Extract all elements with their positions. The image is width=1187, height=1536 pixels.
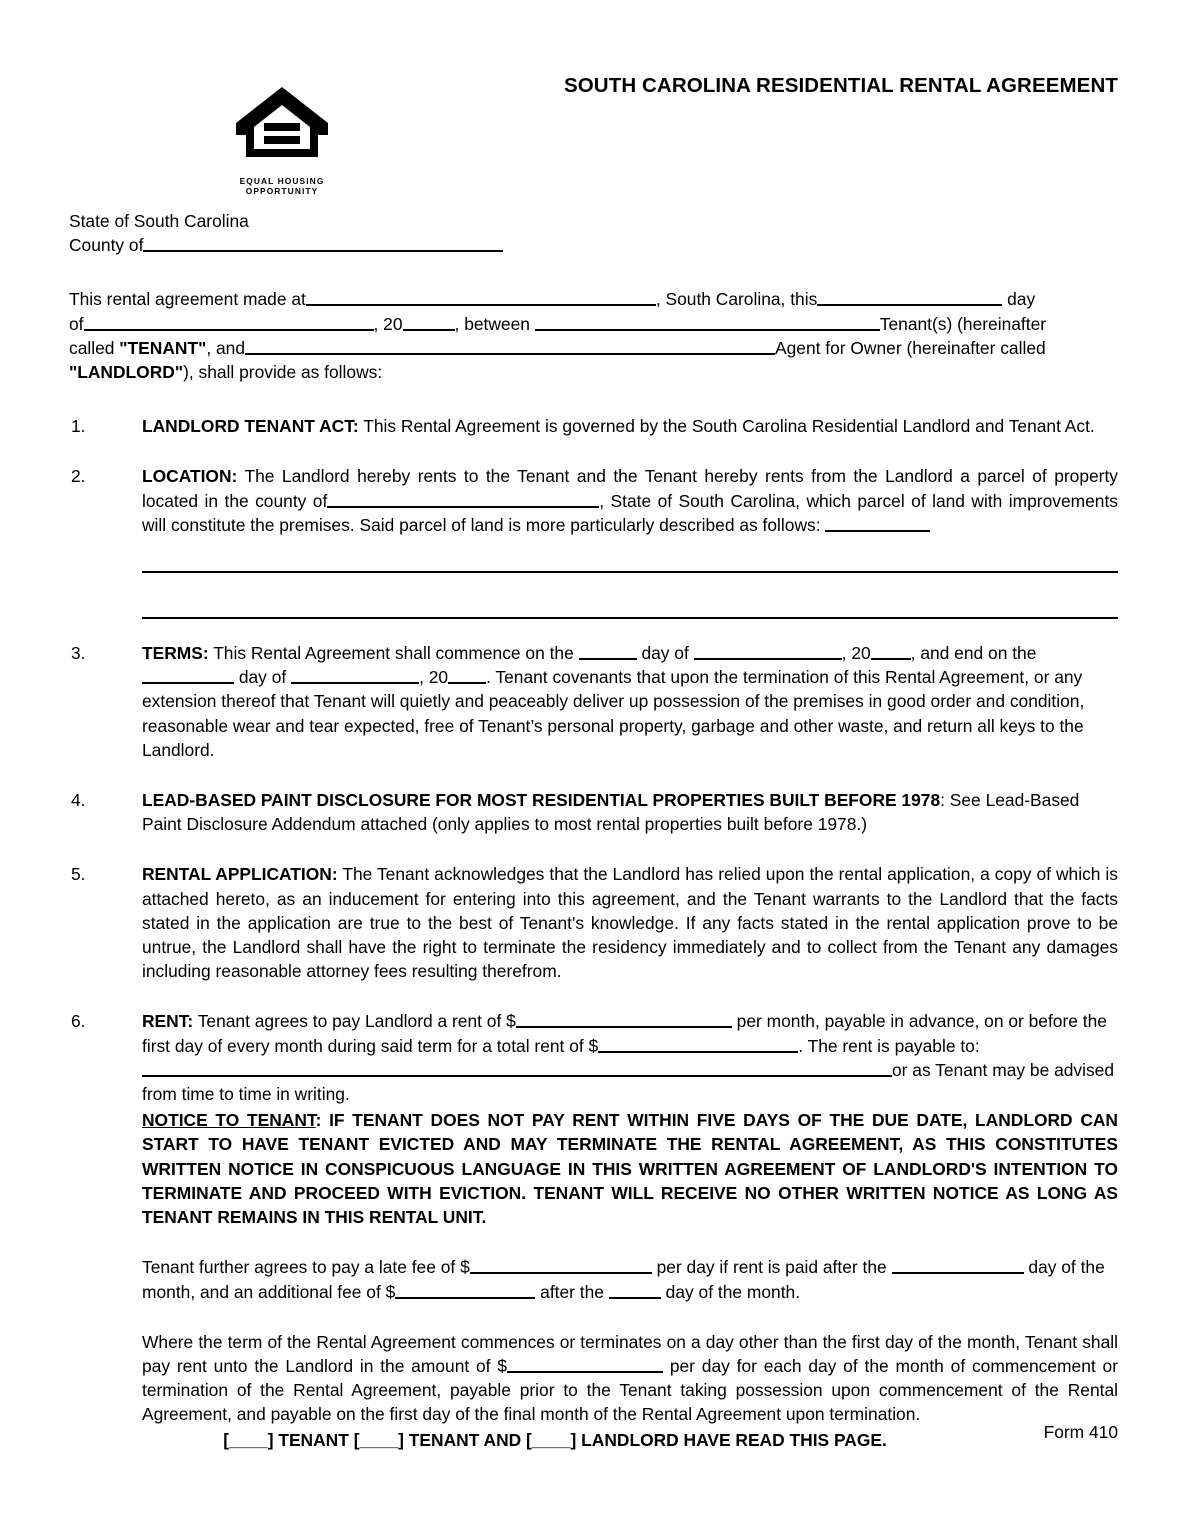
clause-3-text-6: , 20 — [419, 667, 449, 688]
description-blank-inline[interactable] — [825, 513, 930, 532]
clause-3-terms — [69, 641, 1118, 762]
late-fee-text-5: day of the month. — [665, 1281, 801, 1302]
description-rule-row-1 — [69, 537, 1118, 583]
proration-text-2: per day for each day of the month of commencement or termination of the Rental Agreement, payable prior to the Tenant taking possession upon commencement of the Rental Agreement, and payable on the first day of the final month of the Rental Agreement upon termination. — [142, 1355, 1118, 1425]
clause-5-rental-application — [69, 862, 1118, 983]
clause-6-body — [142, 1009, 1118, 1106]
intro-text-5: , 20 — [373, 313, 403, 334]
logo-text-line1: EQUAL HOUSING — [239, 176, 325, 186]
landlord-initial-box[interactable]: [____] — [526, 1429, 577, 1450]
agreement-intro — [69, 287, 1118, 384]
end-day-blank[interactable] — [142, 665, 234, 684]
commence-month-blank[interactable] — [694, 641, 842, 660]
clause-4-body — [142, 788, 1118, 836]
agent-name-blank[interactable] — [245, 336, 775, 355]
clause-3-text-3: , 20 — [841, 643, 871, 664]
notice-to-tenant-text: : IF TENANT DOES NOT PAY RENT WITHIN FIVE DAYS OF THE DUE DATE, LANDLORD CAN START TO HAVE TENANT EVICTED AND MAY TERMINATE THE RENTAL AGREEMENT, AS THIS CONSTITUTES WRITTEN NOTICE IN CONSPICUOUS LANGUAGE IN THIS WRITTEN AGREEMENT OF LANDLORD'S INTENTION TO TERMINATE AND PROCEED WITH EVICTION. TENANT WILL RECEIVE NO OTHER WRITTEN NOTICE AS LONG AS TENANT REMAINS IN THIS RENTAL UNIT. — [142, 1110, 1118, 1228]
clause-5-heading: RENTAL APPLICATION: — [142, 864, 338, 885]
clause-3-text-1: This Rental Agreement shall commence on the — [208, 643, 574, 664]
landlord-defined-term: "LANDLORD" — [69, 362, 184, 383]
proration-text-1: Where the term of the Rental Agreement commences or terminates on a day other than the first day of the month, Tenant shall pay rent unto the Landlord in the amount of $ — [142, 1331, 1118, 1376]
late-fee-amount-blank[interactable] — [470, 1255, 652, 1274]
daily-rent-blank[interactable] — [507, 1354, 663, 1373]
day-blank[interactable] — [817, 287, 1002, 306]
read-line-text-1: TENANT — [273, 1429, 354, 1450]
clause-2-body — [142, 464, 1118, 537]
notice-to-tenant — [69, 1108, 1118, 1229]
intro-text-13: ), shall provide as follows: — [183, 362, 383, 383]
clause-1-landlord-tenant-act — [69, 414, 1118, 438]
read-line-text-3: LANDLORD HAVE READ THIS PAGE. — [576, 1429, 887, 1450]
intro-text-8: called — [69, 337, 115, 358]
clause-5-number: 5. — [71, 864, 86, 885]
clause-6-text-3: . The rent is payable to: — [798, 1035, 980, 1056]
additional-fee-day-blank[interactable] — [609, 1280, 661, 1299]
clause-2-text-1: The Landlord hereby rents to the Tenant and the Tenant hereby rents from the Landlord a parcel of property located in the county of — [142, 466, 1118, 511]
intro-text-2: , South Carolina, this — [655, 289, 818, 310]
intro-text-4: of — [69, 313, 84, 334]
county-line — [69, 233, 1118, 257]
clause-4-text: : See Lead-Based Paint Disclosure Addendum attached (only applies to most rental properties built before 1978.) — [142, 790, 1080, 835]
clause-3-text-5: day of — [238, 667, 287, 688]
tenant-name-blank[interactable] — [535, 312, 880, 331]
late-fee-paragraph — [69, 1255, 1118, 1303]
clause-6-rent — [69, 1009, 1118, 1106]
late-fee-text-3: day of the month, and an additional fee of $ — [142, 1257, 1105, 1302]
commence-year-blank[interactable] — [871, 641, 911, 660]
intro-text-7: Tenant(s) (hereinafter — [879, 313, 1047, 334]
late-fee-text-1: Tenant further agrees to pay a late fee of $ — [142, 1257, 470, 1278]
clause-6-text-1: Tenant agrees to pay Landlord a rent of $ — [193, 1011, 516, 1032]
total-rent-blank[interactable] — [598, 1034, 798, 1053]
county-of-property-blank[interactable] — [327, 489, 599, 508]
clause-1-text: This Rental Agreement is governed by the South Carolina Residential Landlord and Tenant Act. — [358, 416, 1095, 437]
clause-3-number: 3. — [71, 643, 86, 664]
intro-text-11: Agent for Owner (hereinafter called — [775, 337, 1046, 358]
description-rule-2[interactable] — [142, 617, 1118, 619]
page-title: SOUTH CAROLINA RESIDENTIAL RENTAL AGREEMENT — [563, 74, 1118, 97]
end-month-blank[interactable] — [291, 665, 419, 684]
county-blank[interactable] — [143, 233, 503, 252]
description-rule-row-2 — [69, 583, 1118, 629]
intro-text-10: , and — [206, 337, 245, 358]
read-line-text-2: TENANT AND — [403, 1429, 527, 1450]
clause-2-location — [69, 464, 1118, 537]
clause-2-heading: LOCATION: — [142, 466, 238, 487]
commence-day-blank[interactable] — [579, 641, 637, 660]
logo-text-line2: OPPORTUNITY — [245, 186, 319, 196]
clause-2-number: 2. — [71, 466, 86, 487]
notice-to-tenant-label: NOTICE TO TENANT — [142, 1110, 316, 1131]
intro-text-6: , between — [454, 313, 530, 334]
tenant-defined-term: "TENANT" — [119, 337, 207, 358]
payable-to-blank[interactable] — [142, 1058, 892, 1077]
intro-text-3: day — [1007, 289, 1036, 310]
additional-fee-amount-blank[interactable] — [395, 1280, 535, 1299]
end-year-blank[interactable] — [448, 665, 486, 684]
clause-4-heading: LEAD-BASED PAINT DISCLOSURE FOR MOST RESIDENTIAL PROPERTIES BUILT BEFORE 1978 — [142, 790, 941, 811]
document-body — [69, 209, 1118, 1452]
document-header — [0, 0, 1187, 200]
monthly-rent-blank[interactable] — [516, 1009, 732, 1028]
late-fee-day-blank[interactable] — [892, 1255, 1024, 1274]
proration-paragraph — [69, 1330, 1118, 1427]
county-label: County of — [69, 235, 144, 256]
clause-6-text-2: per month, payable in advance, on or before the first day of every month during said term for a total rent of $ — [142, 1011, 1107, 1056]
clause-3-body — [142, 641, 1118, 762]
clause-3-text-4: , and end on the — [910, 643, 1037, 664]
clause-5-body — [142, 862, 1118, 983]
clause-3-heading: TERMS: — [142, 643, 209, 664]
month-blank[interactable] — [84, 312, 374, 331]
late-fee-text-4: after the — [540, 1281, 604, 1302]
clause-6-heading: RENT: — [142, 1011, 194, 1032]
tenant-initial-box-2[interactable]: [____] — [353, 1429, 404, 1450]
year-blank[interactable] — [403, 312, 455, 331]
clause-3-text-2: day of — [641, 643, 689, 664]
clause-3-text-7: . Tenant covenants that upon the termination of this Rental Agreement, or any extension thereof that Tenant will quietly and peaceably deliver up possession of the premises in good order and condition, reasonable wear and tear expected, free of Tenant’s personal property, garbage and other waste, and return all keys to the Landlord. — [142, 667, 1085, 760]
intro-text-1: This rental agreement made at — [69, 289, 306, 310]
clause-4-lead-paint — [69, 788, 1118, 836]
clause-6-text-4: or as Tenant may be advised from time to time in writing. — [142, 1059, 1115, 1105]
clause-6-number: 6. — [71, 1011, 86, 1032]
made-at-blank[interactable] — [306, 287, 656, 306]
state-line: State of South Carolina — [69, 211, 249, 231]
clause-5-text: The Tenant acknowledges that the Landlord has relied upon the rental application, a copy of which is attached hereto, as an inducement for entering into this agreement, and the Tenant warrants to the Landlord that the facts stated in the application are true to the best of Tenant's knowledge. If any facts stated in the rental application prove to be untrue, the Landlord shall have the right to terminate the residency immediately and to collect from the Tenant any damages including reasonable attorney fees resulting therefrom. — [142, 864, 1118, 982]
clause-4-number: 4. — [71, 790, 86, 811]
tenant-initial-box-1[interactable]: [____] — [223, 1429, 274, 1450]
clause-1-number: 1. — [71, 416, 86, 437]
clause-2-text-2: , State of South Carolina, which parcel of land with improvements will constitute the premises. Said parcel of land is more particularly described as follows: — [142, 490, 1118, 535]
form-number-footer: Form 410 — [1043, 1422, 1118, 1442]
clause-1-heading: LANDLORD TENANT ACT: — [142, 416, 359, 437]
clause-1-body — [142, 414, 1118, 438]
description-rule-1[interactable] — [142, 571, 1118, 573]
late-fee-text-2: per day if rent is paid after the — [656, 1257, 887, 1278]
